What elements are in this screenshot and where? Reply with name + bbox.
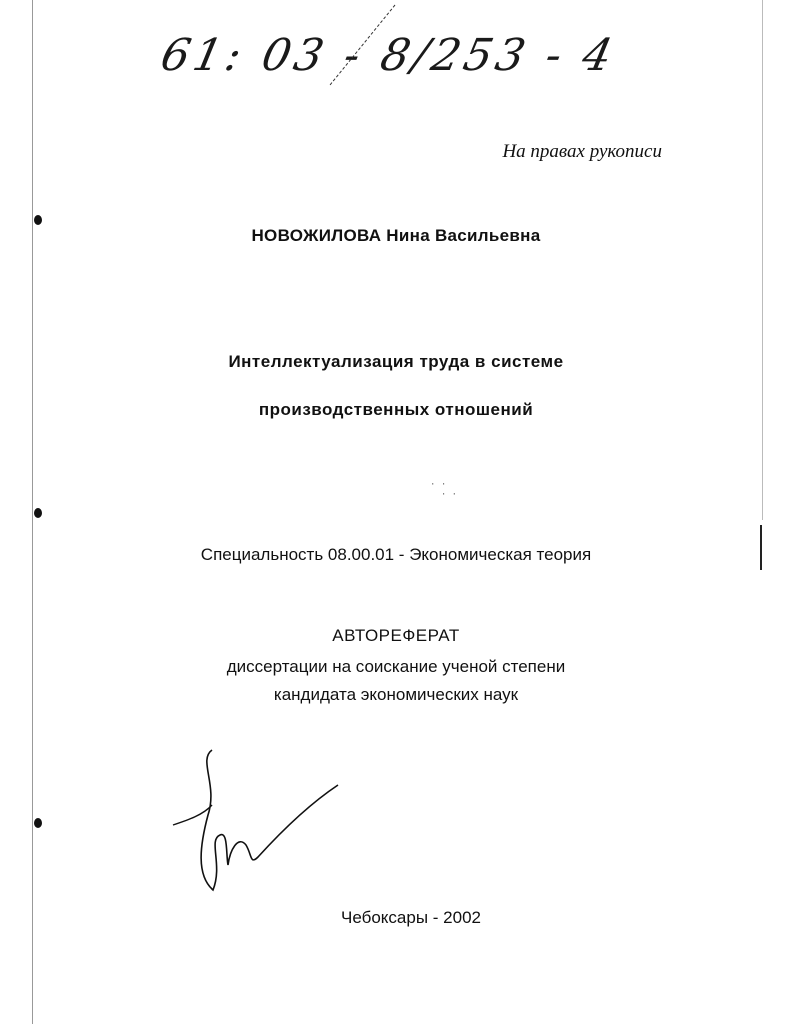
dissertation-title-line-1: Интеллектуализация труда в системе	[228, 352, 564, 371]
manuscript-note: На правах рукописи	[502, 141, 662, 162]
archive-number-text: 61: 03 - 8/253 - 4	[156, 30, 621, 81]
abstract-line-2: кандидата экономических наук	[273, 685, 519, 704]
abstract-label: АВТОРЕФЕРАТ	[332, 626, 460, 645]
scan-edge-right	[762, 0, 763, 520]
signature	[168, 745, 348, 895]
scan-edge-left	[32, 0, 33, 1024]
scan-punch-dot	[34, 215, 42, 225]
author-name: НОВОЖИЛОВА Нина Васильевна	[251, 226, 541, 245]
scan-noise: · · · ·	[430, 480, 458, 500]
city-year: Чебоксары - 2002	[341, 908, 481, 927]
specialty: Специальность 08.00.01 - Экономическая теория	[200, 545, 592, 564]
dissertation-title-line-2: производственных отношений	[258, 400, 534, 419]
abstract-line-1: диссертации на соискание ученой степени	[226, 657, 566, 676]
scan-punch-dot	[34, 818, 42, 828]
scan-edge-mark	[760, 525, 762, 570]
scan-punch-dot	[34, 508, 42, 518]
archive-slash-stroke	[0, 0, 792, 120]
